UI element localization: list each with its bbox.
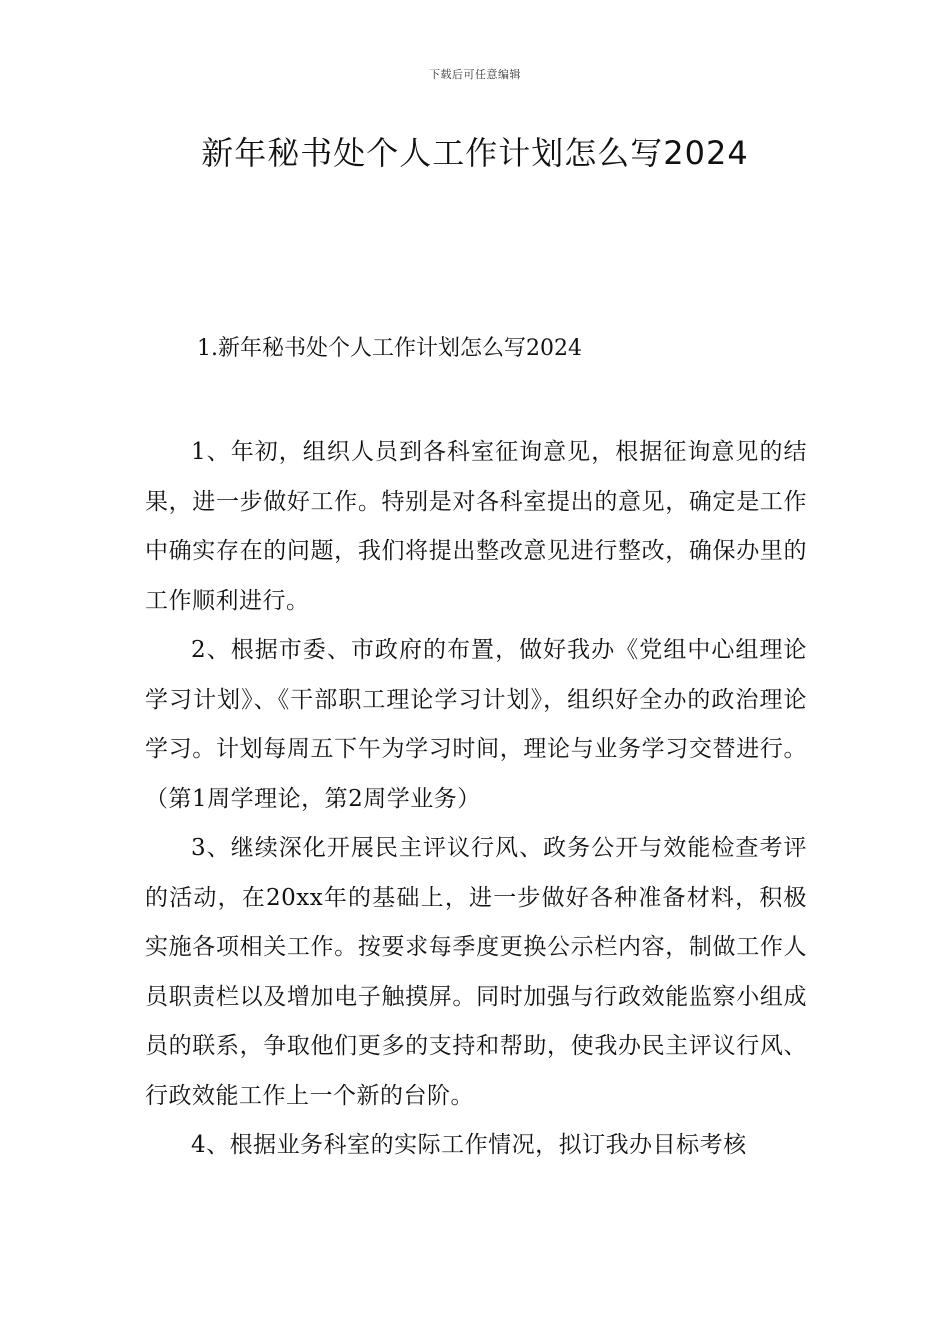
document-body <box>145 428 807 1171</box>
paragraph-2: 2、根据市委、市政府的布置，做好我办《党组中心组理论学习计划》、《干部职工理论学习计划》，组织好全办的政治理论学习。计划每周五下午为学习时间，理论与业务学习交替进行。（第1周学理论，第2周学业务） <box>145 637 807 812</box>
paragraph-4: 4、根据业务科室的实际工作情况，拟订我办目标考核 <box>191 1132 747 1158</box>
header-note: 下载后可任意编辑 <box>429 68 521 81</box>
document-title: 新年秘书处个人工作计划怎么写2024 <box>201 134 749 172</box>
paragraph-1: 1、年初，组织人员到各科室征询意见，根据征询意见的结果，进一步做好工作。特别是对各科室提出的意见，确定是工作中确实存在的问题，我们将提出整改意见进行整改，确保办里的工作顺利进行。 <box>145 439 807 614</box>
section-heading: 1.新年秘书处个人工作计划怎么写2024 <box>197 336 582 361</box>
paragraph-3: 3、继续深化开展民主评议行风、政务公开与效能检查考评的活动，在20xx年的基础上，进一步做好各种准备材料，积极实施各项相关工作。按要求每季度更换公示栏内容，制做工作人员职责栏以及增加电子触摸屏。同时加强与行政效能监察小组成员的联系，争取他们更多的支持和帮助，使我办民主评议行风、行政效能工作上一个新的台阶。 <box>145 835 807 1109</box>
